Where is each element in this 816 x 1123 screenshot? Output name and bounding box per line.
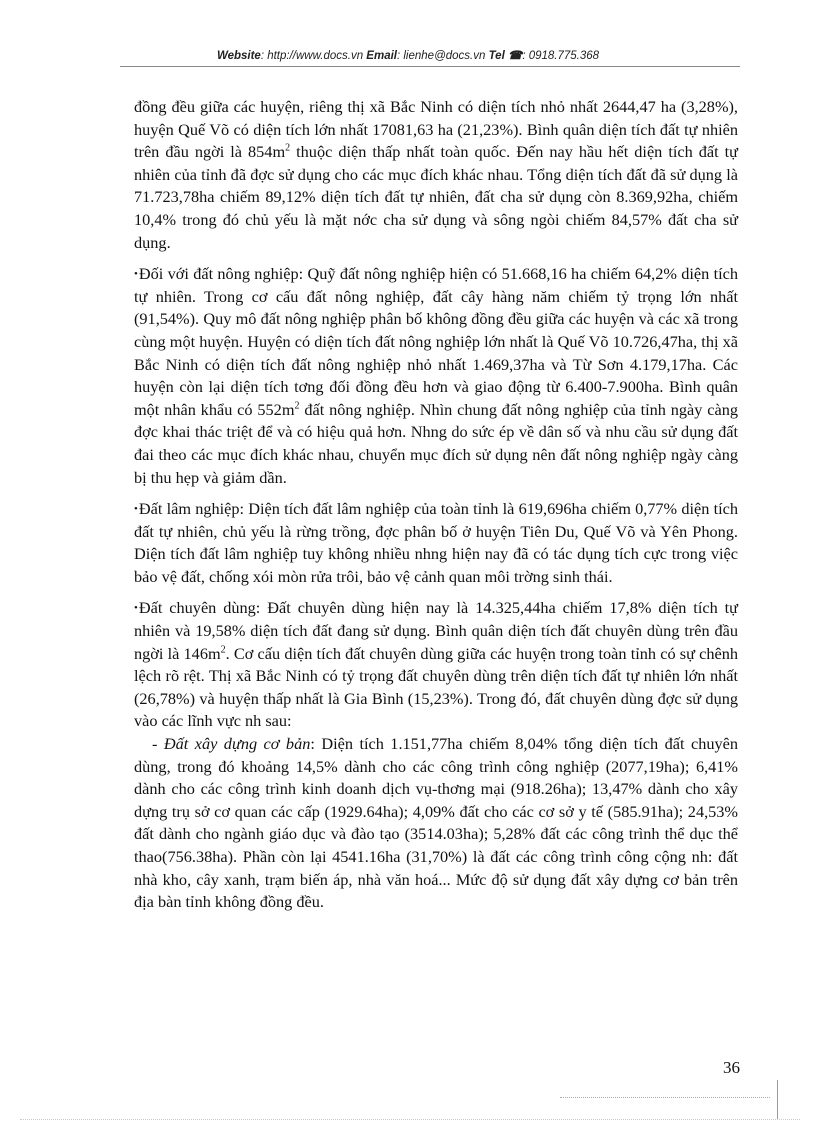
bullet-icon: • (134, 503, 138, 516)
page-bottom-border (20, 1119, 800, 1120)
paragraph-forest-land: •Đất lâm nghiệp: Diện tích đất lâm nghiệp của toàn tỉnh là 619,696ha chiếm 0,77% diện tích đất tự nhiên, chủ yếu là rừng trồng, đợc phân bố ở huyện Tiên Du, Quế Võ và Yên Phong. Diện tích đất lâm nghiệp tuy không nhiều nhng hiện nay đã có tác dụng tích cực trong việc bảo vệ đất, chống xói mòn rửa trôi, bảo vệ cảnh quan môi trờng sinh thái. (134, 499, 738, 586)
phone-icon: ☎ (507, 50, 523, 62)
construction-land-label: - Đất xây dựng cơ bản (152, 734, 311, 754)
page-number: 36 (723, 1058, 740, 1077)
paragraph-construction-land: - Đất xây dựng cơ bản: Diện tích 1.151,77ha chiếm 8,04% tổng diện tích đất chuyên dùng, trong đó khoảng 14,5% dành cho các công trình công nghiệp (2077,19ha); 6,41% dành cho các công trình kinh doanh dịch vụ-thơng mại (918.26ha); 13,47% dành cho xây dựng trụ sở cơ quan các cấp (1929.64ha); 4,09% đất cho các cơ sở y tế (585.91ha); 24,53% đất dành cho ngành giáo dục và đào tạo (3514.03ha); 5,28% đất các công trình thể dục thể thao(756.38ha). Phần còn lại 4541.16ha (31,70%) là đất các công trình công cộng nh: đất nhà kho, cây xanh, trạm biến áp, nhà văn hoá... Mức độ sử dụng đất xây dựng cơ bản trên địa bàn tỉnh không đồng đều. (134, 734, 738, 912)
paragraph-special-use-land: •Đất chuyên dùng: Đất chuyên dùng hiện nay là 14.325,44ha chiếm 17,8% diện tích tự nhiên và 19,58% diện tích đất đang sử dụng. Bình quân diện tích đất chuyên dùng trên đầu ngời là $146m^2$. Cơ cấu diện tích đất chuyên dùng giữa các huyện trong toàn tỉnh có sự chênh lệch rõ rệt. Thị xã Bắc Ninh có tỷ trọng đất chuyên dùng trên diện tích đất tự nhiên lớn nhất (26,78%) và huyện thấp nhất là Gia Bình (15,23%). Trong đó, đất chuyên dùng đợc sử dụng vào các lĩnh vực nh sau: (134, 598, 738, 731)
bullet-icon: • (134, 602, 138, 615)
website-label: Website (216, 50, 261, 62)
website-value: : http://www.docs.vn (260, 50, 364, 62)
paragraph-agricultural-land: •Đối với đất nông nghiệp: Quỹ đất nông nghiệp hiện có 51.668,16 ha chiếm 64,2% diện tích tự nhiên. Trong cơ cấu đất nông nghiệp, đất cây hàng năm chiếm tỷ trọng lớn nhất (91,54%). Quy mô đất nông nghiệp phân bố không đồng đều giữa các huyện và các xã trong cùng một huyện. Huyện có diện tích đất nông nghiệp lớn nhất là Quế Võ 10.726,47ha, thị xã Bắc Ninh có diện tích đất nông nghiệp nhỏ nhất 1.469,37ha và Từ Sơn 4.179,17ha. Các huyện còn lại diện tích tơng đối đồng đều hơn và giao động từ 6.400-7.900ha. Bình quân một nhân khẩu có $552m^2$ đất nông nghiệp. Nhìn chung đất nông nghiệp của tỉnh ngày càng đợc khai thác triệt để và có hiệu quả hơn. Nhng do sức ép về dân số và nhu cầu sử dụng đất đai theo các mục đích khác nhau, chuyển mục đích sử dụng nên đất nông nghiệp ngày càng bị thu hẹp và giảm dần. (134, 264, 738, 487)
email-value: : lienhe@docs.vn (396, 50, 486, 62)
tel-label: Tel (488, 50, 505, 62)
tel-value: : 0918.775.368 (522, 50, 600, 62)
page-corner-line (777, 1080, 778, 1120)
document-body (134, 96, 738, 923)
page-corner-dotted-line (560, 1097, 770, 1098)
paragraph-land-overview: đồng đều giữa các huyện, riêng thị xã Bắc Ninh có diện tích nhỏ nhất 2644,47 ha (3,28%), huyện Quế Võ có diện tích lớn nhất 17081,63 ha (21,23%). Bình quân diện tích đất tự nhiên trên đầu ngời là $854m^2$ thuộc diện thấp nhất toàn quốc. Đến nay hầu hết diện tích đất tự nhiên của tỉnh đã đợc sử dụng cho các mục đích khác nhau. Tổng diện tích đất đã sử dụng là 71.723,78ha chiếm 89,12% diện tích đất tự nhiên, đất cha sử dụng còn 8.369,92ha, chiếm 10,4% trong đó chủ yếu là mặt nớc cha sử dụng và sông ngòi chiếm 84,57% đất cha sử dụng. (134, 97, 738, 252)
page-header (0, 48, 816, 62)
bullet-icon: • (134, 268, 138, 281)
email-label: Email (366, 50, 397, 62)
header-divider (120, 66, 740, 67)
